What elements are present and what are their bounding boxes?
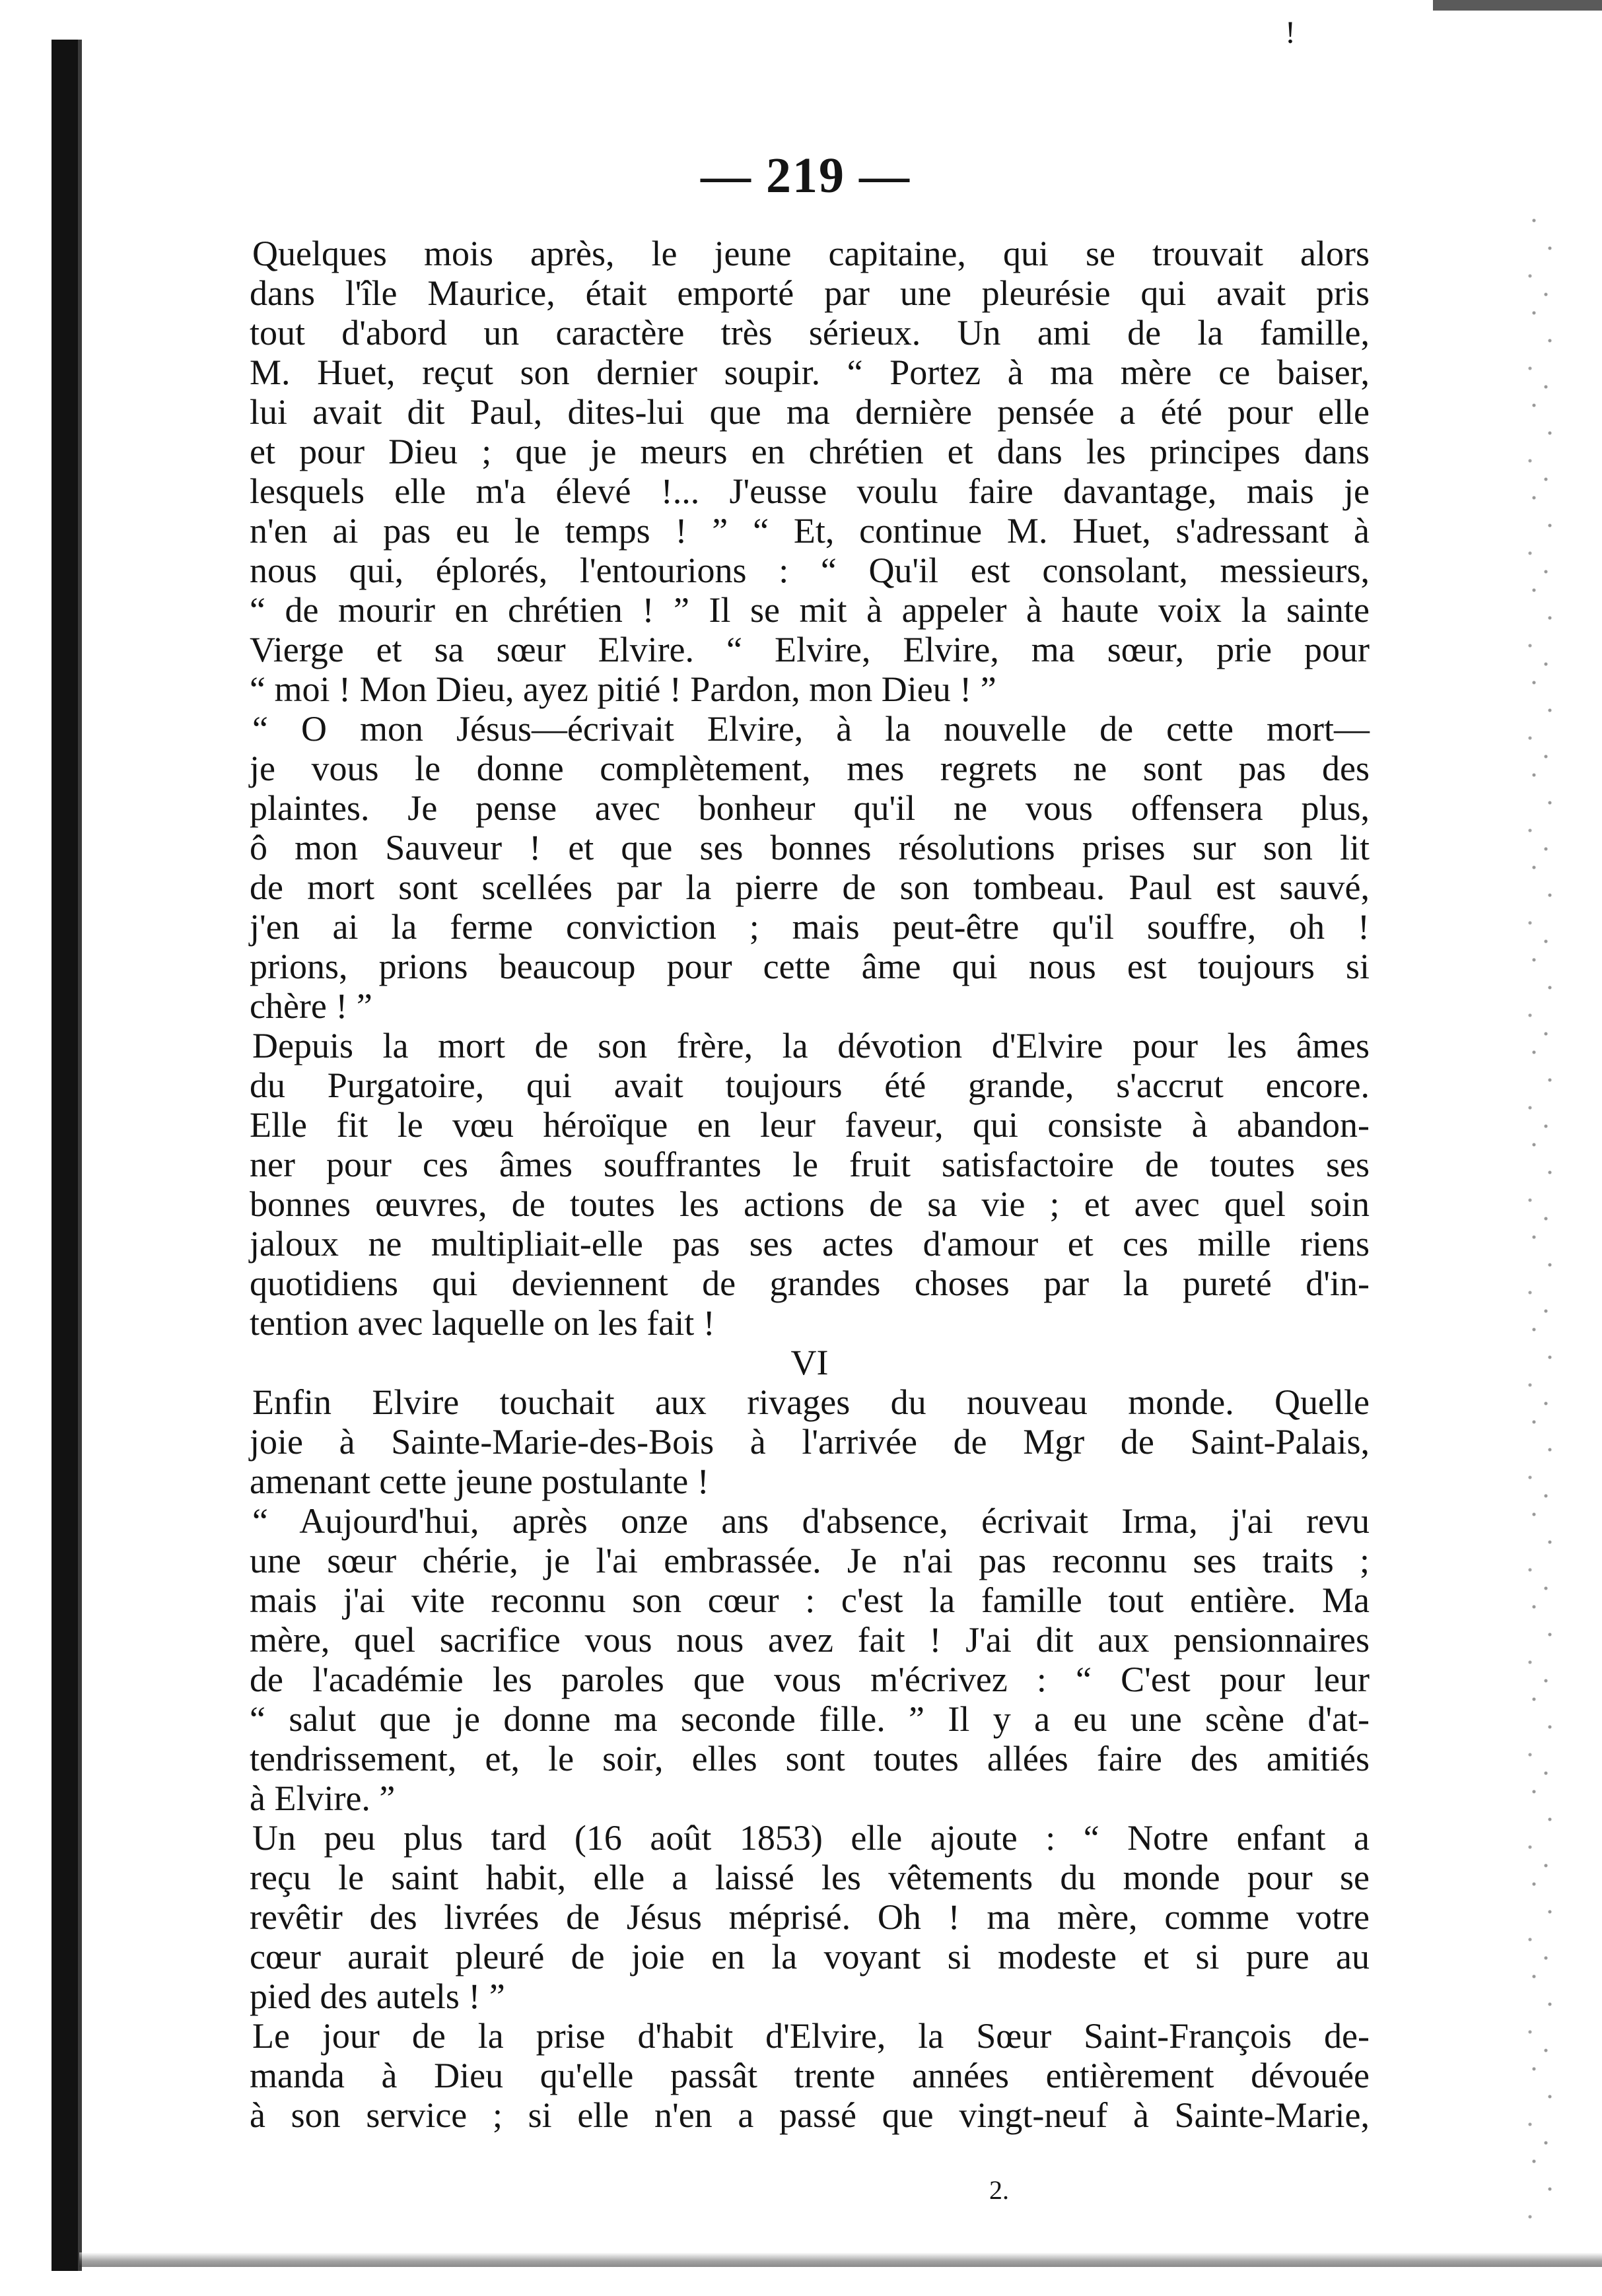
text-line: mais j'ai vite reconnu son cœur : c'est la famille tout entière. Ma [250,1580,1370,1620]
text-line: joie à Sainte-Marie-des-Bois à l'arrivée de Mgr de Saint-Palais, [250,1422,1370,1462]
text-line: mère, quel sacrifice vous nous avez fait ! J'ai dit aux pensionnaires [250,1620,1370,1660]
text-line: manda à Dieu qu'elle passât trente années entièrement dévouée [250,2056,1370,2095]
text-line: de mort sont scellées par la pierre de son tombeau. Paul est sauvé, [250,867,1370,907]
binding-edge [78,40,82,2271]
text-line: à Elvire. ” [250,1778,396,1818]
scan-top-edge [1433,0,1602,11]
text-line: jaloux ne multipliait-elle pas ses actes d'amour et ces mille riens [250,1224,1370,1264]
page-number: — 219 — [701,148,911,203]
text-line: dans l'île Maurice, était emporté par une pleurésie qui avait pris [250,273,1370,313]
text-line: Un peu plus tard (16 août 1853) elle ajoute : “ Notre enfant a [252,1818,1370,1858]
text-line: je vous le donne complètement, mes regrets ne sont pas des [250,749,1370,788]
text-line: Elle fit le vœu héroïque en leur faveur, qui consiste à abandon- [250,1105,1370,1145]
text-line: quotidiens qui deviennent de grandes choses par la pureté d'in- [250,1264,1370,1303]
text-line: une sœur chérie, je l'ai embrassée. Je n'ai pas reconnu ses traits ; [250,1541,1370,1580]
top-mark: ! [1285,15,1296,50]
text-line: lesquels elle m'a élevé !... J'eusse voulu faire davantage, mais je [250,471,1370,511]
text-line: n'en ai pas eu le temps ! ” “ Et, continue M. Huet, s'adressant à [250,511,1370,551]
text-line: Depuis la mort de son frère, la dévotion d'Elvire pour les âmes [252,1026,1370,1065]
text-line: ô mon Sauveur ! et que ses bonnes résolutions prises sur son lit [250,828,1370,867]
text-line: Enfin Elvire touchait aux rivages du nouveau monde. Quelle [252,1382,1370,1422]
text-line: à son service ; si elle n'en a passé que vingt-neuf à Sainte-Marie, [250,2095,1370,2135]
text-line: “ de mourir en chrétien ! ” Il se mit à appeler à haute voix la sainte [250,590,1370,630]
footer-mark: 2. [989,2175,1009,2205]
text-line: ner pour ces âmes souffrantes le fruit satisfactoire de toutes ses [250,1145,1370,1184]
text-line: bonnes œuvres, de toutes les actions de sa vie ; et avec quel soin [250,1184,1370,1224]
text-line: pied des autels ! ” [250,1976,505,2016]
text-line: prions, prions beaucoup pour cette âme qui nous est toujours si [250,947,1370,986]
text-line: lui avait dit Paul, dites-lui que ma dernière pensée a été pour elle [250,392,1370,432]
body-text [250,234,1370,2135]
text-line: de l'académie les paroles que vous m'écrivez : “ C'est pour leur [250,1660,1370,1699]
text-line: tendrissement, et, le soir, elles sont toutes allées faire des amitiés [250,1739,1370,1778]
text-line: Vierge et sa sœur Elvire. “ Elvire, Elvire, ma sœur, prie pour [250,630,1370,669]
text-line: reçu le saint habit, elle a laissé les vêtements du monde pour se [250,1858,1370,1897]
text-line: cœur aurait pleuré de joie en la voyant si modeste et si pure au [250,1937,1370,1976]
text-line: “ O mon Jésus—écrivait Elvire, à la nouvelle de cette mort— [252,709,1370,749]
text-line: amenant cette jeune postulante ! [250,1462,709,1501]
text-line: “ Aujourd'hui, après onze ans d'absence, écrivait Irma, j'ai revu [252,1501,1370,1541]
text-line: et pour Dieu ; que je meurs en chrétien et dans les principes dans [250,432,1370,471]
text-line: j'en ai la ferme conviction ; mais peut-être qu'il souffre, oh ! [250,907,1370,947]
text-line: “ salut que je donne ma seconde fille. ” Il y a eu une scène d'at- [250,1699,1370,1739]
text-line: revêtir des livrées de Jésus méprisé. Oh ! ma mère, comme votre [250,1897,1370,1937]
text-line: M. Huet, reçut son dernier soupir. “ Portez à ma mère ce baiser, [250,353,1370,392]
text-line: Quelques mois après, le jeune capitaine, qui se trouvait alors [252,234,1370,273]
scan-bottom-edge [79,2252,1602,2267]
text-line: nous qui, éplorés, l'entourions : “ Qu'il est consolant, messieurs, [250,551,1370,590]
scan-noise-right [1522,211,1562,2231]
text-line: plaintes. Je pense avec bonheur qu'il ne vous offensera plus, [250,788,1370,828]
section-heading: VI [790,1343,829,1382]
text-line: du Purgatoire, qui avait toujours été grande, s'accrut encore. [250,1065,1370,1105]
text-line: tention avec laquelle on les fait ! [250,1303,715,1343]
text-line: chère ! ” [250,986,372,1026]
text-line: “ moi ! Mon Dieu, ayez pitié ! Pardon, mon Dieu ! ” [250,669,996,709]
binding-shadow [52,40,81,2271]
text-line: tout d'abord un caractère très sérieux. Un ami de la famille, [250,313,1370,353]
text-line: Le jour de la prise d'habit d'Elvire, la Sœur Saint-François de- [252,2016,1370,2056]
